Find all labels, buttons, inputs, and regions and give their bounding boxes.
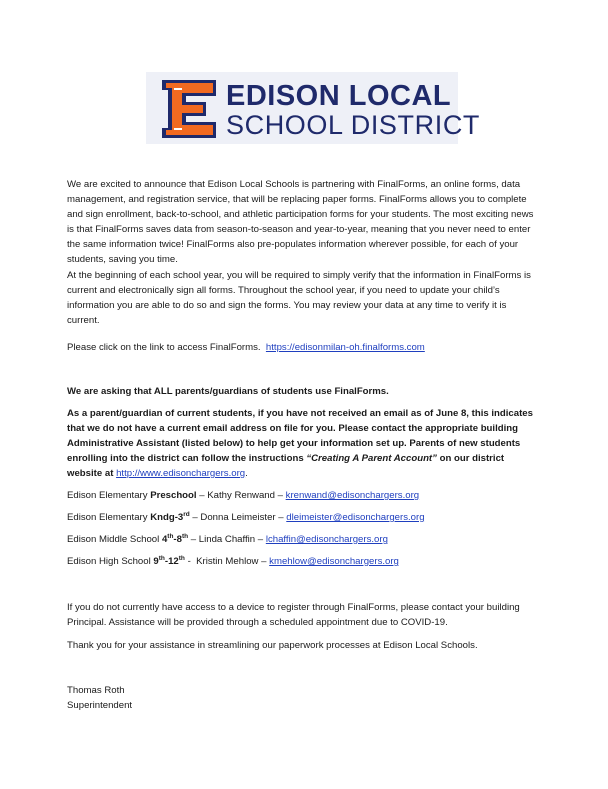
- notice-heading: We are asking that ALL parents/guardians of students use FinalForms.: [67, 386, 389, 397]
- access-text: Please click on the link to access FinalForms.: [67, 342, 261, 353]
- contact-email-link[interactable]: lchaffin@edisonchargers.org: [265, 534, 388, 545]
- finalforms-link[interactable]: https://edisonmilan-oh.finalforms.com: [265, 342, 425, 353]
- contact-name: Linda Chaffin: [198, 534, 256, 545]
- contact-row: Edison High School 9th-12th - Kristin Mehlow – kmehlow@edisonchargers.org: [67, 555, 399, 567]
- contact-row: Edison Middle School 4th-8th – Linda Chaffin – lchaffin@edisonchargers.org: [67, 533, 388, 545]
- contact-row: Edison Elementary Preschool – Kathy Renwand – krenwand@edisonchargers.org: [67, 490, 420, 501]
- district-website-link[interactable]: http://www.edisonchargers.org: [116, 468, 246, 479]
- notice-paragraph: As a parent/guardian of current students, if you have not received an email as of June 8, this indicates that we do not have a current email address on file for you. Please contact the appropriate building Administrative Assistant (listed below) to help get your information set up. Parents of new students enrolling into the district can follow the instructions “Creating A Parent Account” on our district website at http://www.edisonchargers.org.: [67, 408, 533, 479]
- district-logo: [146, 72, 481, 144]
- contact-name: Kathy Renwand: [207, 490, 275, 501]
- intro-paragraph-2: At the beginning of each school year, you will be required to simply verify that the information in FinalForms is current and electronically sign all forms. Throughout the school year, if you need to update your child’s information you are able to do so and sign the forms. You may review your data at any time to verify it is current.: [67, 270, 531, 326]
- contact-row: Edison Elementary Kndg-3rd – Donna Leimeister – dleimeister@edisonchargers.org: [67, 511, 425, 523]
- intro-paragraph-3: [67, 340, 541, 355]
- contact-name: Donna Leimeister: [200, 512, 276, 523]
- contact-email-link[interactable]: krenwand@edisonchargers.org: [285, 490, 420, 501]
- intro-paragraph-1: We are excited to announce that Edison Local Schools is partnering with FinalForms, an online forms, data management, and registration service, that will be replacing paper forms. FinalForms allows you to complete and sign enrollment, back-to-school, and athletic participation forms for your students. The most exciting news is that FinalForms saves data from season-to-season and year-to-year, meaning that you never need to enter the same information twice! FinalForms also pre-populates information wherever possible, for each of your students, saving you time.: [67, 179, 534, 265]
- logo-title-line2: SCHOOL DISTRICT: [226, 110, 481, 140]
- creating-parent-account-title: “Creating A Parent Account”: [306, 453, 437, 464]
- contact-email-link[interactable]: dleimeister@edisonchargers.org: [286, 512, 425, 523]
- contact-email-link[interactable]: kmehlow@edisonchargers.org: [269, 556, 399, 567]
- closing-paragraph-1: If you do not currently have access to a device to register through FinalForms, please contact your building Principal. Assistance will be provided through a scheduled appointment due to COVID-19.: [67, 602, 520, 628]
- notice-period: .: [245, 468, 248, 479]
- signature-title: Superintendent: [67, 700, 133, 711]
- signature-name: Thomas Roth: [67, 685, 125, 696]
- contact-name: Kristin Mehlow: [196, 556, 259, 567]
- signature-block: [67, 683, 541, 713]
- logo-title-line1: EDISON LOCAL: [226, 80, 452, 112]
- closing-paragraph-2: Thank you for your assistance in streamlining our paperwork processes at Edison Local Schools.: [67, 640, 478, 651]
- edison-e-icon: [160, 78, 218, 140]
